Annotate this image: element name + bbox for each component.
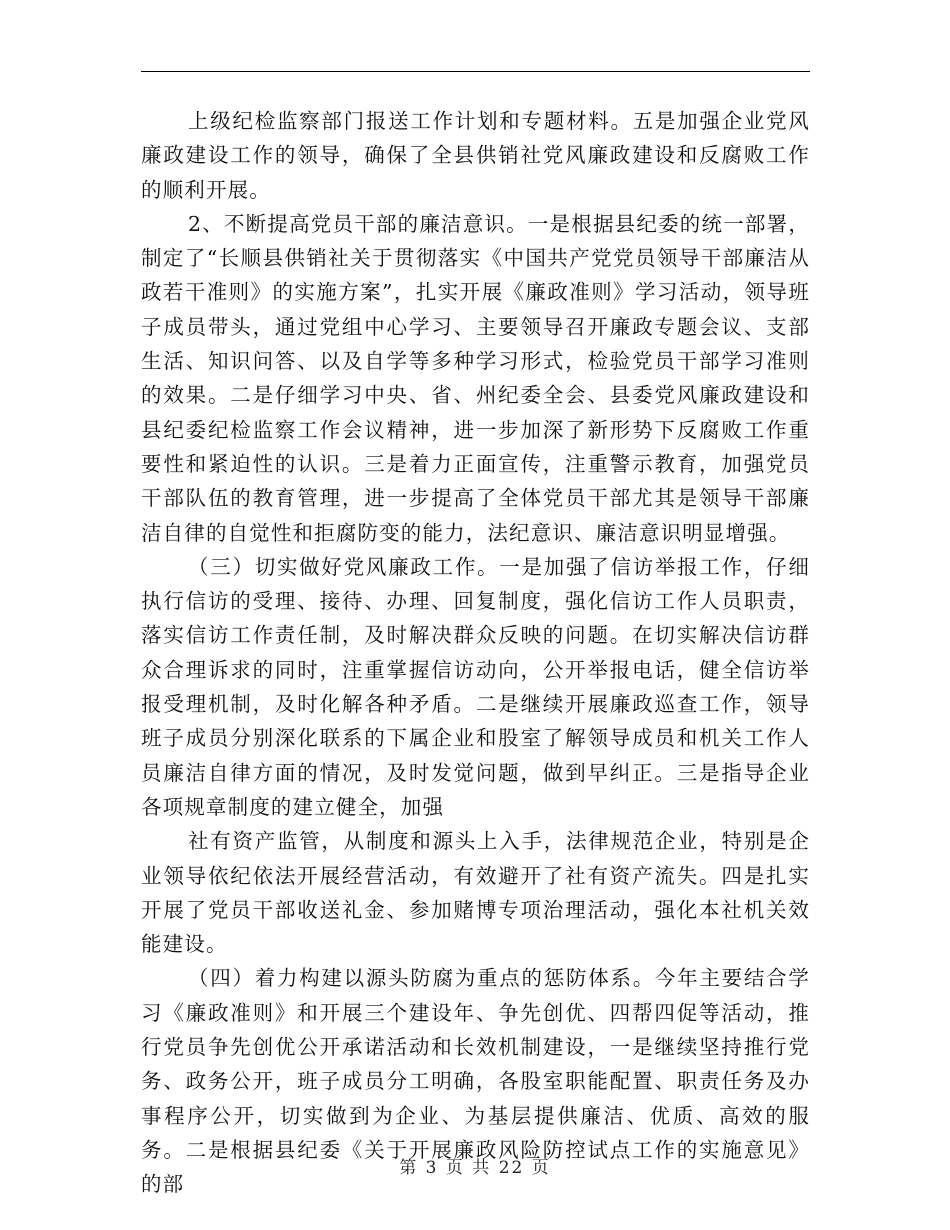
document-body xyxy=(141,104,810,1202)
page-footer xyxy=(0,1153,950,1178)
paragraph-3: （三）切实做好党风廉政工作。一是加强了信访举报工作，仔细执行信访的受理、接待、办理、回复制度，强化信访工作人员职责，落实信访工作责任制，及时解决群众反映的问题。在切实解决信访群众合理诉求的同时，注重掌握信访动向，公开举报电话，健全信访举报受理机制，及时化解各种矛盾。二是继续开展廉政巡查工作，领导班子成员分别深化联系的下属企业和股室了解领导成员和机关工作人员廉洁自律方面的情况，及时发觉问题，做到早纠正。三是指导企业各项规章制度的建立健全，加强 xyxy=(141,554,810,819)
page-number-label: 第 3 页 共 22 页 xyxy=(399,1158,551,1178)
paragraph-4: 社有资产监管，从制度和源头上入手，法律规范企业，特别是企业领导依纪依法开展经营活动，有效避开了社有资产流失。四是扎实开展了党员干部收送礼金、参加赌博专项治理活动，强化本社机关效能建设。 xyxy=(141,829,810,957)
paragraph-1: 上级纪检监察部门报送工作计划和专题材料。五是加强企业党风廉政建设工作的领导，确保了全县供销社党风廉政建设和反腐败工作的顺利开展。 xyxy=(141,109,810,202)
paragraph-5: （四）着力构建以源头防腐为重点的惩防体系。今年主要结合学习《廉政准则》和开展三个建设年、争先创优、四帮四促等活动，推行党员争先创优公开承诺活动和长效机制建设，一是继续坚持推行党务、政务公开，班子成员分工明确，各股室职能配置、职责任务及办事程序公开，切实做到为企业、为基层提供廉洁、优质、高效的服务。二是根据县纪委《关于开展廉政风险防控试点工作的实施意见》的部 xyxy=(141,966,810,1197)
header-rule xyxy=(141,71,810,72)
paragraph-2: 2、不断提高党员干部的廉洁意识。一是根据县纪委的统一部署，制定了“长顺县供销社关于贯彻落实《中国共产党党员领导干部廉洁从政若干准则》的实施方案”，扎实开展《廉政准则》学习活动，领导班子成员带头，通过党组中心学习、主要领导召开廉政专题会议、支部生活、知识问答、以及自学等多种学习形式，检验党员干部学习准则的效果。二是仔细学习中央、省、州纪委全会、县委党风廉政建设和县纪委纪检监察工作会议精神，进一步加深了新形势下反腐败工作重要性和紧迫性的认识。三是着力正面宣传，注重警示教育，加强党员干部队伍的教育管理，进一步提高了全体党员干部尤其是领导干部廉洁自律的自觉性和拒腐防变的能力，法纪意识、廉洁意识明显增强。 xyxy=(141,211,810,545)
